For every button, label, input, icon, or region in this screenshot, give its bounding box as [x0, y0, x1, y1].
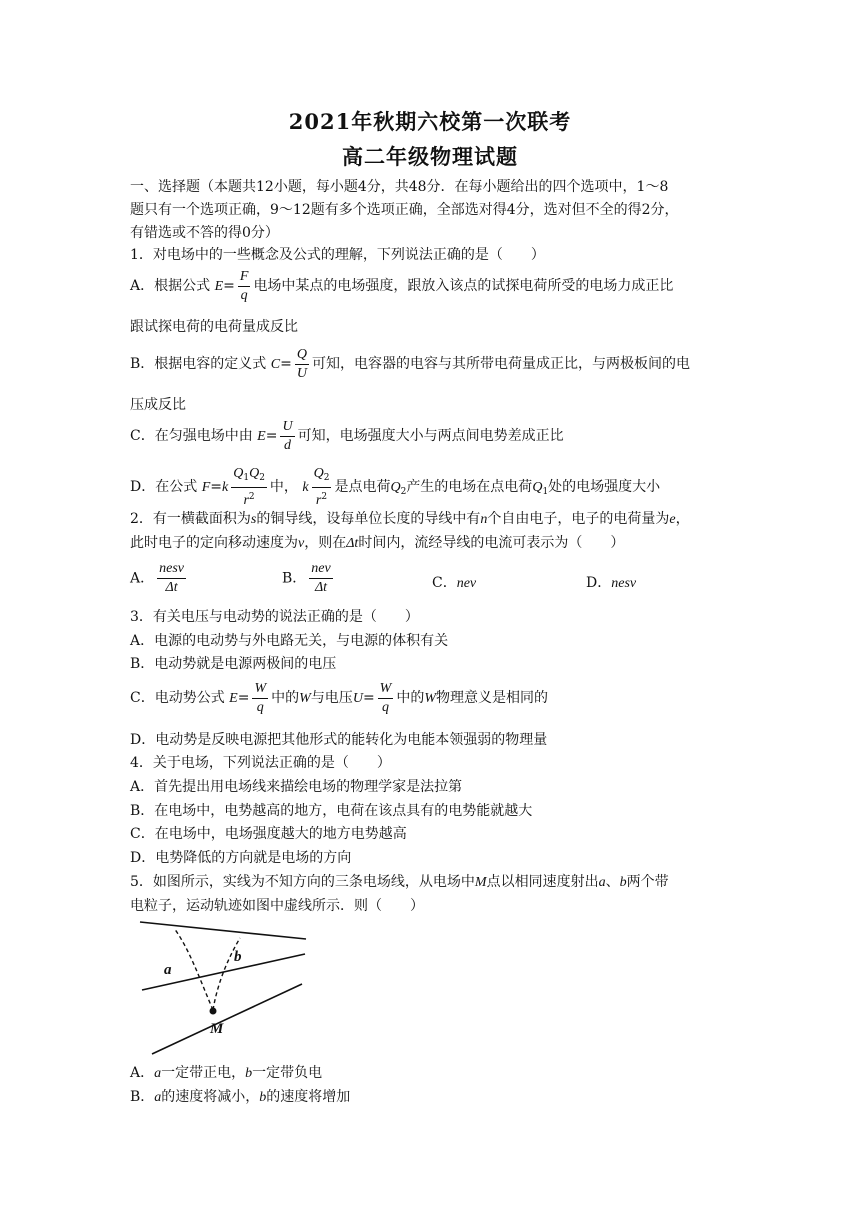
point-m: [210, 1008, 217, 1015]
q1-option-b-cont: 压成反比: [130, 397, 186, 413]
field-line-top: [140, 922, 306, 939]
q5-stem-line-1: 5．如图所示，实线为不知方向的三条电场线，从电场中M点以相同速度射出a、b两个带: [130, 874, 669, 890]
q2-option-d: D．nesv: [586, 575, 637, 591]
q5-stem-line-2: 电粒子，运动轨迹如图中虚线所示．则（ ）: [130, 898, 424, 914]
q2-option-c: C．nev: [432, 575, 477, 591]
label-m: M: [210, 1021, 224, 1037]
q3-option-c: C．电动势公式 E= $\frac{W}{q}$ 中的W与电压U= $\frac{W}{q}$ 中的W物理意义是相同的: [130, 680, 549, 715]
fraction-F-over-q: $\frac{F}{q}$: [239, 268, 249, 303]
trajectory-a: [174, 928, 213, 1010]
label-a: a: [164, 962, 172, 978]
q1-option-b: B．根据电容的定义式 C= $\frac{Q}{U}$ 可知，电容器的电容与其所带电荷量成正比，与两极板间的电: [130, 346, 690, 381]
q2-stem-line-1: 2．有一横截面积为s的铜导线，设每单位长度的导线中有n个自由电子，电子的电荷量为e，: [130, 511, 690, 527]
q1-option-d: D．在公式 F=k $\frac{Q_1Q_2}{r^2}$ 中， k $\frac{Q_2}{r^2}$ 是点电荷$Q_2$产生的电场在点电荷$Q_1$处的电场强度大小: [130, 466, 661, 508]
q4-option-d: D．电势降低的方向就是电场的方向: [130, 850, 352, 866]
label-b: b: [234, 949, 242, 965]
fraction-Q-over-U: $\frac{Q}{U}$: [296, 346, 307, 381]
q4-option-c: C．在电场中，电场强度越大的地方电势越高: [130, 826, 407, 842]
q4-option-b: B．在电场中，电势越高的地方，电荷在该点具有的电势能就越大: [130, 803, 533, 819]
instructions-line-3: 有错选或不答的得0分）: [130, 225, 279, 241]
fraction-Q2-over-r2: $\frac{Q_2}{r^2}$: [313, 466, 330, 508]
q3-option-b: B．电动势就是电源两极间的电压: [130, 656, 337, 672]
q1-stem: 1．对电场中的一些概念及公式的理解，下列说法正确的是（ ）: [130, 247, 545, 263]
q4-option-a: A．首先提出用电场线来描绘电场的物理学家是法拉第: [130, 779, 463, 795]
q2-option-a: A． $\frac{\text{nesv}}{\Delta t}$: [130, 561, 185, 595]
fraction-Q1Q2-over-r2: $\frac{Q_1Q_2}{r^2}$: [233, 466, 265, 508]
electric-field-diagram: [130, 920, 320, 1060]
q1-option-c: C．在匀强电场中由 E= $\frac{U}{d}$ 可知，电场强度大小与两点间电势差成正比: [130, 418, 564, 453]
q1-option-a-cont: 跟试探电荷的电荷量成反比: [130, 319, 298, 335]
q3-option-a: A．电源的电动势与外电路无关，与电源的体积有关: [130, 633, 449, 649]
instructions-line-2: 题只有一个选项正确，9～12题有多个选项正确，全部选对得4分，选对但不全的得2分，: [130, 202, 679, 218]
q2-stem-line-2: 此时电子的定向移动速度为v，则在Δt时间内，流经导线的电流可表示为（ ）: [130, 535, 625, 551]
q1-option-a: A．根据公式 E= $\frac{F}{q}$ 电场中某点的电场强度，跟放入该点的试探电荷所受的电场力成正比: [130, 268, 674, 303]
q4-stem: 4．关于电场，下列说法正确的是（ ）: [130, 755, 391, 771]
field-line-bottom: [152, 984, 302, 1054]
q5-option-b: B．a的速度将减小，b的速度将增加: [130, 1089, 351, 1105]
fraction-U-over-d: $\frac{U}{d}$: [282, 418, 293, 453]
instructions-line-1: 一、选择题（本题共12小题，每小题4分，共48分．在每小题给出的四个选项中，1～8: [130, 179, 669, 195]
q3-stem: 3．有关电压与电动势的说法正确的是（ ）: [130, 609, 419, 625]
exam-title: 2021年秋期六校第一次联考: [288, 109, 572, 134]
exam-subtitle: 高二年级物理试题: [342, 144, 518, 169]
q2-option-b: B． $\frac{\text{nev}}{\Delta t}$: [282, 561, 331, 595]
q5-option-a: A．a一定带正电，b一定带负电: [130, 1065, 323, 1081]
q3-option-d: D．电动势是反映电源把其他形式的能转化为电能本领强弱的物理量: [130, 732, 548, 748]
